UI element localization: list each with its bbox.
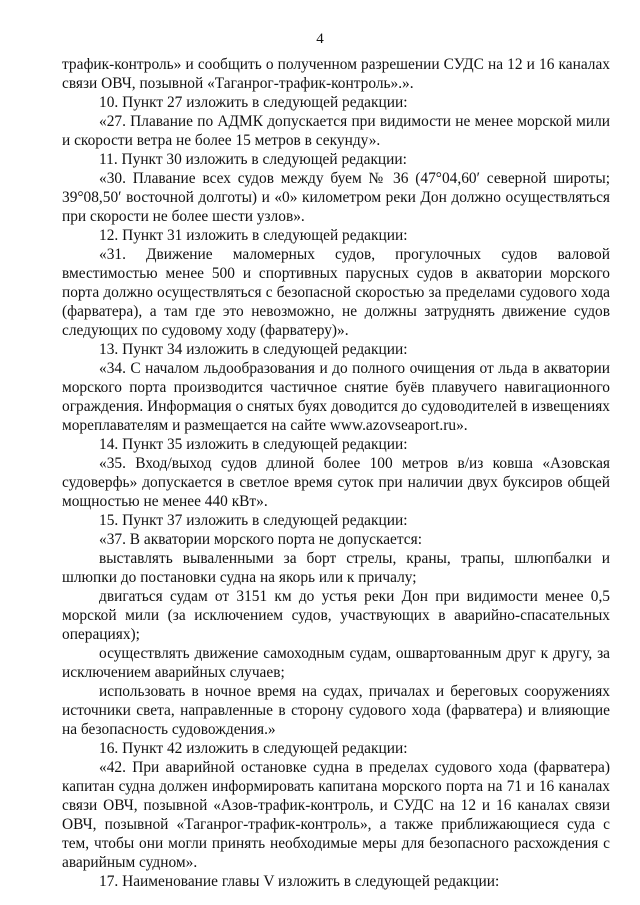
paragraph-clause-37-sub-4: использовать в ночное время на судах, причалах и береговых сооружениях источники света, направленные в сторону судового хода (фарватера) и влияющие на безопасность судовождения.» — [62, 683, 610, 738]
paragraph-continuation: трафик-контроль» и сообщить о полученном разрешении СУДС на 12 и 16 каналах связи ОВЧ, позывной «Таганрог-трафик-контроль».». — [62, 56, 610, 92]
paragraph-item-10: 10. Пункт 27 изложить в следующей редакции: — [99, 94, 408, 111]
paragraph-clause-37: «37. В акватории морского порта не допускается: — [99, 531, 422, 548]
paragraph-item-15: 15. Пункт 37 изложить в следующей редакции: — [99, 512, 408, 529]
paragraph-clause-30: «30. Плавание всех судов между буем № 36 (47°04,60′ северной широты; 39°08,50′ восточной долготы) и «0» километром реки Дон должно осуществляться при скорости не более шести узлов». — [62, 170, 610, 225]
paragraph-clause-31: «31. Движение маломерных судов, прогулочных судов валовой вместимостью менее 500 и спортивных парусных судов в акватории морского порта должно осуществляться с безопасной скоростью за пределами судового хода (фарватера), а там где это невозможно, не должны затруднять движение судов следующих по судовому ходу (фарватеру)». — [62, 246, 610, 339]
paragraph-clause-34: «34. С началом льдообразования и до полного очищения от льда в акватории морского порта производится частичное снятие буёв плавучего навигационного ограждения. Информация о снятых буях доводится до судоводителей в извещениях мореплавателям и размещается на сайте www.azovseaport.ru». — [62, 360, 610, 434]
paragraph-item-12: 12. Пункт 31 изложить в следующей редакции: — [99, 227, 408, 244]
paragraph-item-16: 16. Пункт 42 изложить в следующей редакции: — [99, 740, 408, 757]
paragraph-clause-42: «42. При аварийной остановке судна в пределах судового хода (фарватера) капитан судна должен информировать капитана морского порта на 71 и 16 каналах связи ОВЧ, позывной «Азов-трафик-контроль, и СУДС на 12 и 16 каналах связи ОВЧ, позывной «Таганрог-трафик-контроль», а также приближающиеся суда с тем, чтобы они могли принять необходимые меры для безопасного расхождения с аварийным судном». — [62, 759, 610, 871]
document-body — [62, 55, 610, 891]
paragraph-clause-37-sub-2: двигаться судам от 3151 км до устья реки Дон при видимости менее 0,5 морской мили (за исключением судов, участвующих в аварийно-спасательных операциях); — [62, 588, 610, 643]
paragraph-item-11: 11. Пункт 30 изложить в следующей редакции: — [99, 151, 407, 168]
paragraph-item-13: 13. Пункт 34 изложить в следующей редакции: — [99, 341, 408, 358]
page-number: 4 — [316, 31, 324, 47]
paragraph-clause-35: «35. Вход/выход судов длиной более 100 метров в/из ковша «Азовская судоверфь» допускается в светлое время суток при наличии двух буксиров общей мощностью не менее 440 кВт». — [62, 455, 610, 510]
paragraph-clause-27: «27. Плавание по АДМК допускается при видимости не менее морской мили и скорости ветра не более 15 метров в секунду». — [62, 113, 610, 149]
paragraph-clause-37-sub-1: выставлять вываленными за борт стрелы, краны, трапы, шлюпбалки и шлюпки до постановки судна на якорь или к причалу; — [62, 550, 610, 586]
paragraph-item-14: 14. Пункт 35 изложить в следующей редакции: — [99, 436, 408, 453]
paragraph-item-17: 17. Наименование главы V изложить в следующей редакции: — [99, 873, 500, 890]
paragraph-clause-37-sub-3: осуществлять движение самоходным судам, ошвартованным друг к другу, за исключением аварийных случаев; — [62, 645, 610, 681]
